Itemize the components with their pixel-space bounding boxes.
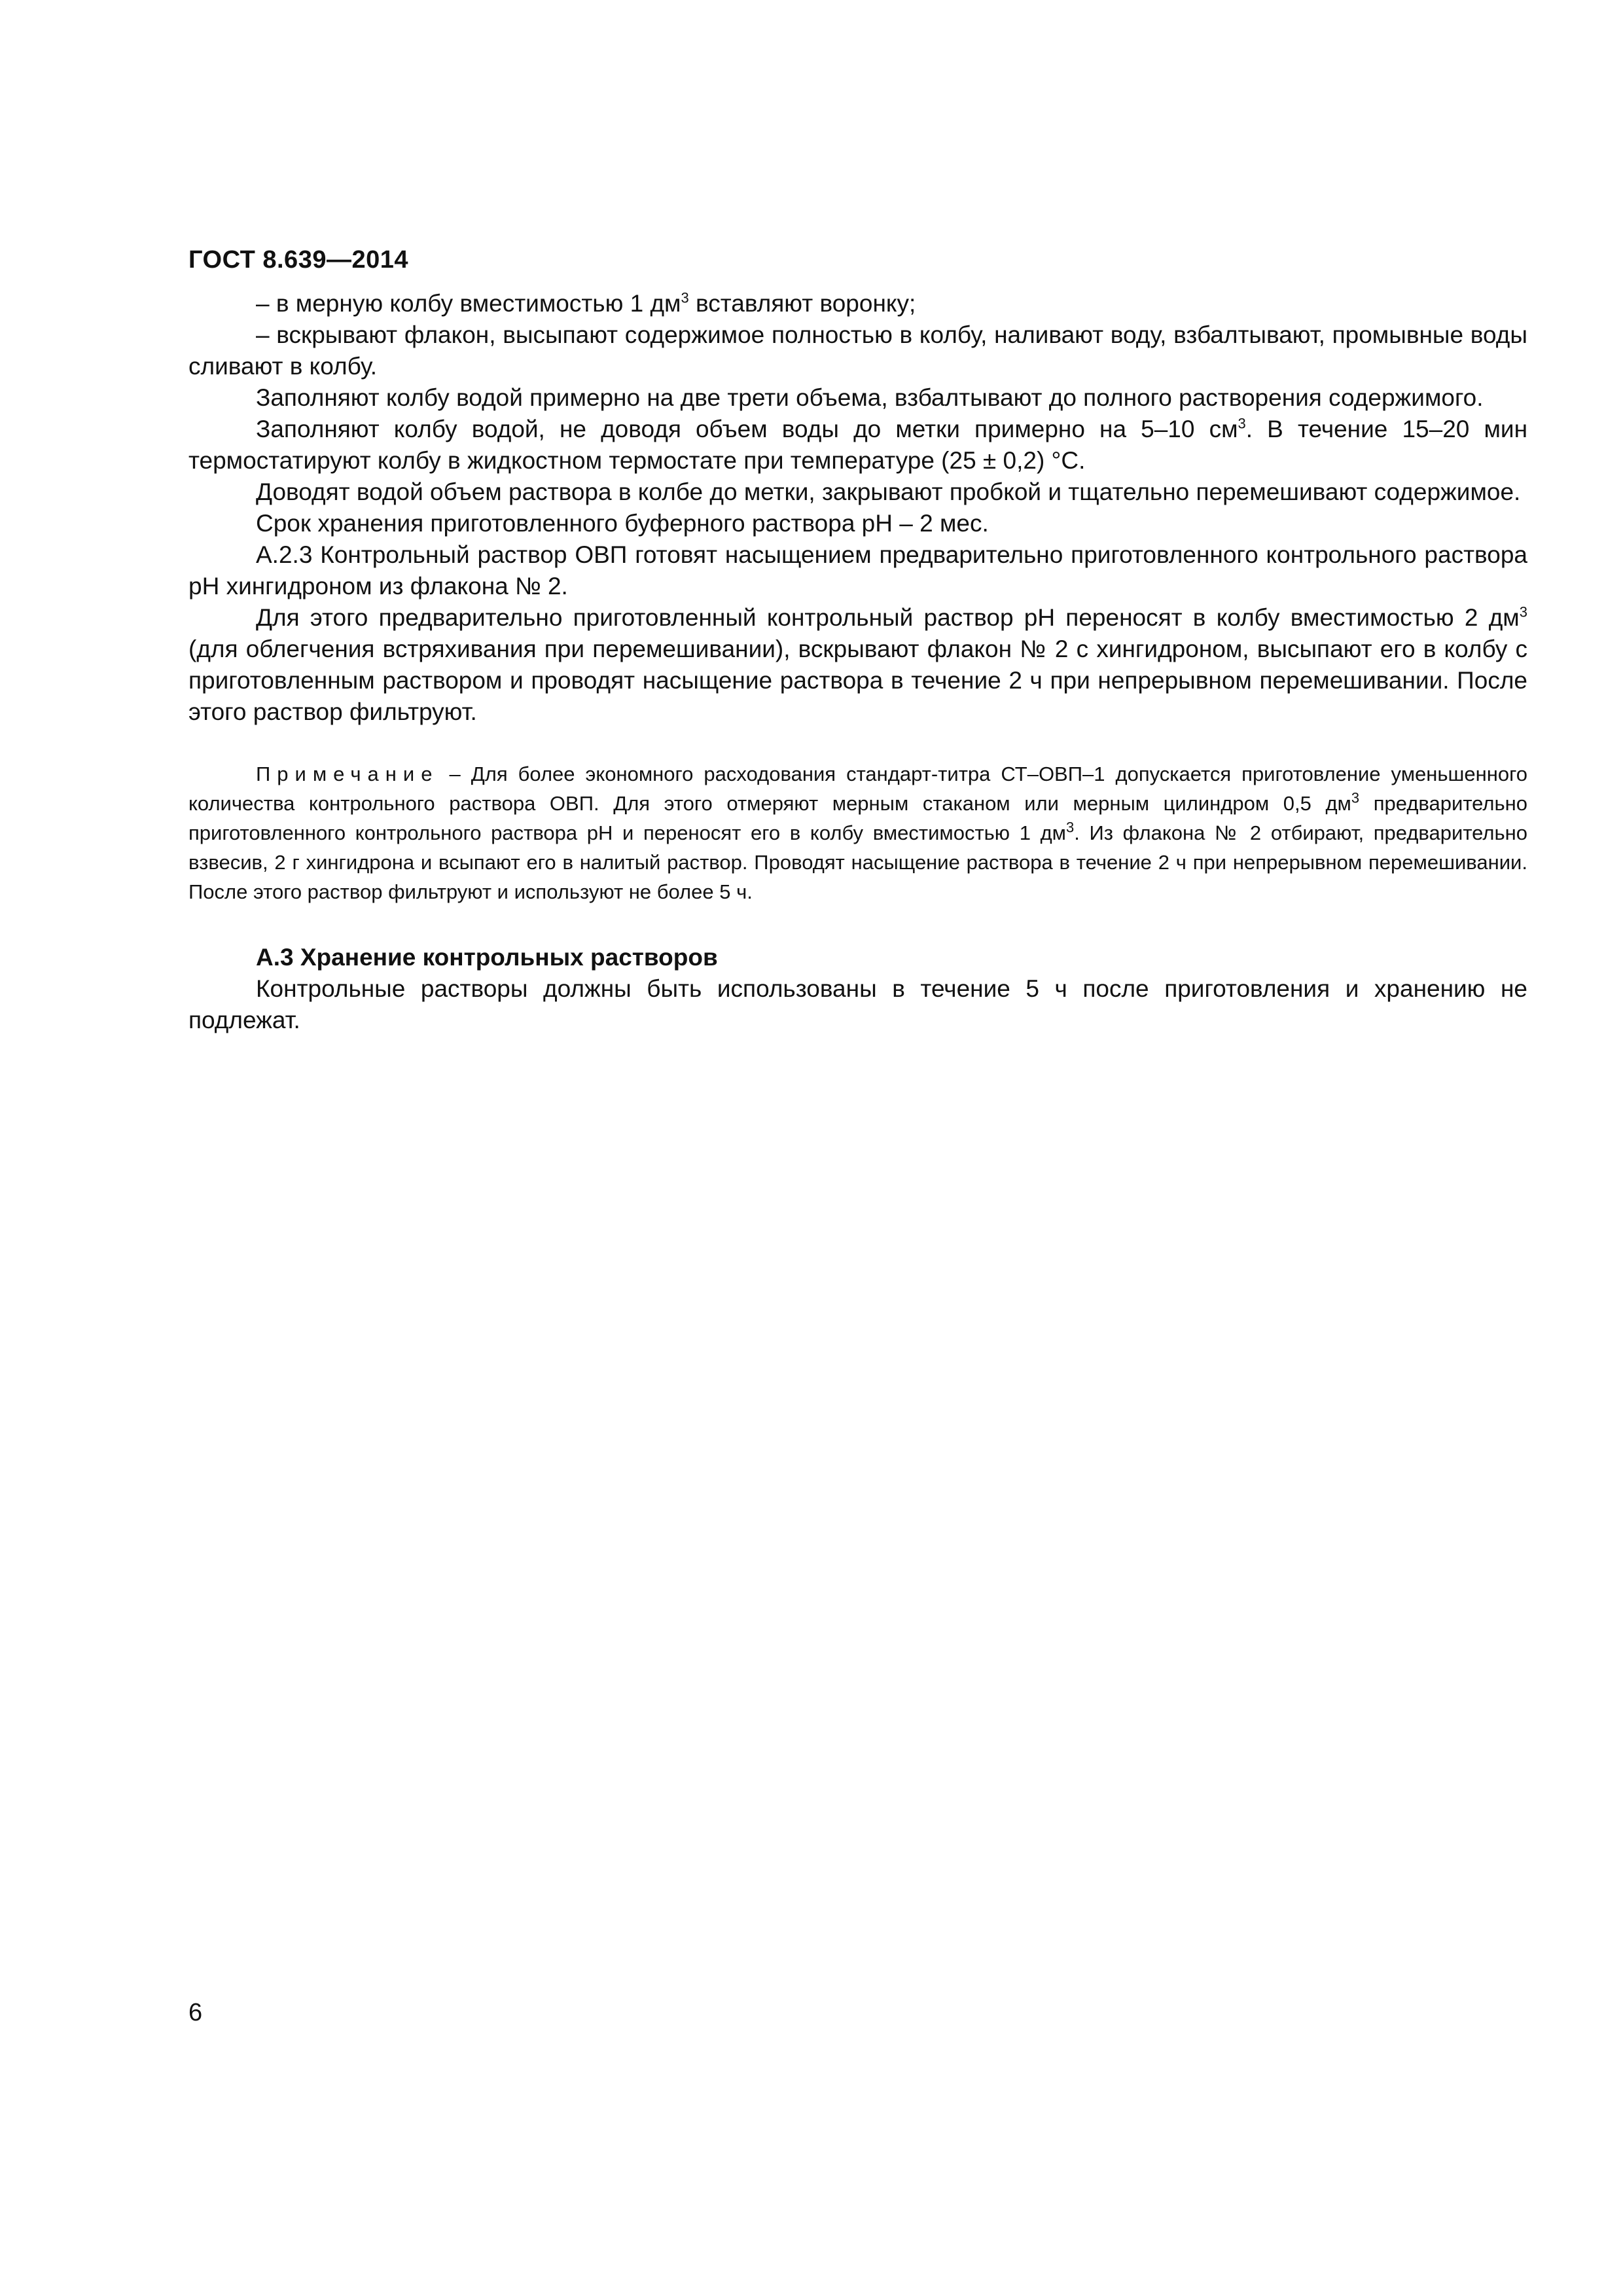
document-body — [188, 288, 1527, 1036]
paragraph-a3-storage: Контрольные растворы должны быть использованы в течение 5 ч после приготовления и хранению не подлежат. — [188, 975, 1527, 1033]
paragraph-thermostat-text-b: . В течение 15–20 мин термостатируют колбу в жидкостном термостате при температуре (25 ± 0,2) °С. — [188, 416, 1527, 474]
paragraph-storage-period: Срок хранения приготовленного буферного раствора pH – 2 мес. — [256, 510, 989, 537]
paragraph-thermostat-text-a: Заполняют колбу водой, не доводя объем воды до метки примерно на 5–10 см — [256, 416, 1238, 442]
superscript-3: 3 — [1066, 819, 1075, 836]
paragraph-a-2-3: А.2.3 Контрольный раствор ОВП готовят насыщением предварительно приготовленного контрольного раствора pH хингидроном из флакона № 2. — [188, 541, 1527, 600]
paragraph-fill-to-mark: Доводят водой объем раствора в колбе до метки, закрывают пробкой и тщательно перемешивают содержимое. — [256, 478, 1521, 505]
list-item-funnel-text-b: вставляют воронку; — [688, 290, 916, 317]
note-label: Примечание — [256, 762, 439, 785]
page-number: 6 — [188, 1999, 203, 2026]
superscript-3: 3 — [1238, 415, 1246, 432]
section-heading-a3: А.3 Хранение контрольных растворов — [256, 944, 718, 971]
note-text-a: – Для более экономного расходования стандарт-титра СТ–ОВП–1 допускается приготовление уменьшенного количества контрольного раствора ОВП. Для этого отмеряют мерным стаканом или мерным цилиндром 0,5 дм — [188, 762, 1527, 815]
paragraph-fill-two-thirds: Заполняют колбу водой примерно на две трети объема, взбалтывают до полного растворения содержимого. — [256, 384, 1484, 411]
paragraph-saturation-text-b: (для облегчения встряхивания при перемешивании), вскрывают флакон № 2 с хингидроном, высыпают его в колбу с приготовленным раствором и проводят насыщение раствора в течение 2 ч при непрерывном перемешивании. После этого раствор фильтруют. — [188, 636, 1527, 725]
list-item-funnel — [188, 288, 1527, 319]
superscript-3: 3 — [1351, 789, 1360, 806]
paragraph-thermostat — [188, 414, 1527, 476]
note-text-b: предварительно приготовленного контрольного раствора pH и переносят его в колбу вместимостью 1 дм — [188, 792, 1527, 844]
document-header: ГОСТ 8.639—2014 — [188, 246, 408, 274]
list-item-funnel-text-a: – в мерную колбу вместимостью 1 дм — [256, 290, 681, 317]
paragraph-saturation — [188, 602, 1527, 728]
list-item-open-vial: – вскрывают флакон, высыпают содержимое полностью в колбу, наливают воду, взбалтывают, промывные воды сливают в колбу. — [188, 321, 1527, 380]
superscript-3: 3 — [681, 289, 689, 306]
paragraph-saturation-text-a: Для этого предварительно приготовленный контрольный раствор pH переносят в колбу вместимостью 2 дм — [256, 604, 1520, 631]
note-text-c: . Из флакона № 2 отбирают, предварительно взвесив, 2 г хингидрона и всыпают его в налитый раствор. Проводят насыщение раствора в течение 2 ч при непрерывном перемешивании. После этого раствор фильтруют и используют не более 5 ч. — [188, 821, 1527, 903]
superscript-3: 3 — [1519, 603, 1527, 620]
note-block — [188, 759, 1527, 906]
